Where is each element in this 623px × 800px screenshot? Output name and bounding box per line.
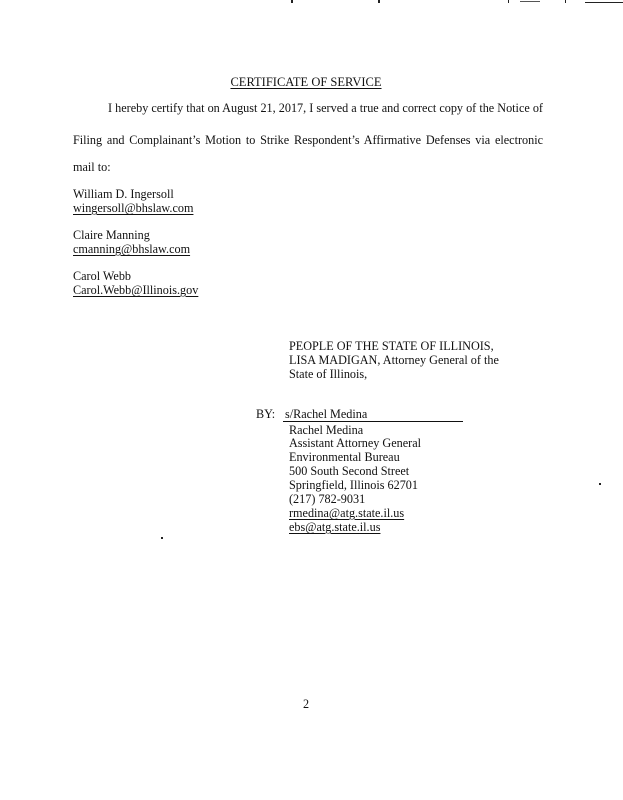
by-label: BY:: [256, 407, 276, 421]
party-line-2: LISA MADIGAN, Attorney General of the: [289, 353, 499, 367]
signer-title: Assistant Attorney General: [289, 436, 422, 450]
signer-bureau: Environmental Bureau: [289, 450, 400, 464]
signer-city: Springfield, Illinois 62701: [289, 478, 418, 492]
electronic-signature: s/Rachel Medina: [285, 407, 368, 421]
scan-speck: [565, 0, 566, 3]
document-title: CERTIFICATE OF SERVICE: [230, 75, 382, 89]
recipient-email-link[interactable]: cmanning@bhslaw.com: [73, 242, 191, 256]
scan-speck: [378, 0, 380, 3]
scan-speck: [520, 1, 540, 2]
scan-speck: [508, 0, 509, 3]
signer-phone: (217) 782-9031: [289, 492, 366, 506]
party-line-1: PEOPLE OF THE STATE OF ILLINOIS,: [289, 339, 494, 353]
certify-line-1: I hereby certify that on August 21, 2017, I served a true and correct copy of the Notice of: [108, 101, 543, 115]
certify-line-2: Filing and Complainant’s Motion to Strike Respondent’s Affirmative Defenses via electronic: [73, 133, 543, 147]
recipient-name: Carol Webb: [73, 269, 132, 283]
recipient-name: Claire Manning: [73, 228, 150, 242]
signer-email-link[interactable]: rmedina@atg.state.il.us: [289, 506, 405, 520]
page-number: 2: [302, 697, 310, 711]
signature-line: [283, 421, 463, 422]
party-line-3: State of Illinois,: [289, 367, 368, 381]
signer-street: 500 South Second Street: [289, 464, 410, 478]
scan-speck: [161, 537, 163, 539]
signer-name: Rachel Medina: [289, 423, 364, 437]
recipient-email-link[interactable]: Carol.Webb@Illinois.gov: [73, 283, 199, 297]
recipient-email-link[interactable]: wingersoll@bhslaw.com: [73, 201, 194, 215]
signer-email-link[interactable]: ebs@atg.state.il.us: [289, 520, 381, 534]
scan-speck: [585, 2, 623, 3]
certify-line-3: mail to:: [73, 160, 111, 174]
recipient-name: William D. Ingersoll: [73, 187, 174, 201]
scan-speck: [599, 483, 601, 485]
scan-speck: [291, 0, 293, 3]
